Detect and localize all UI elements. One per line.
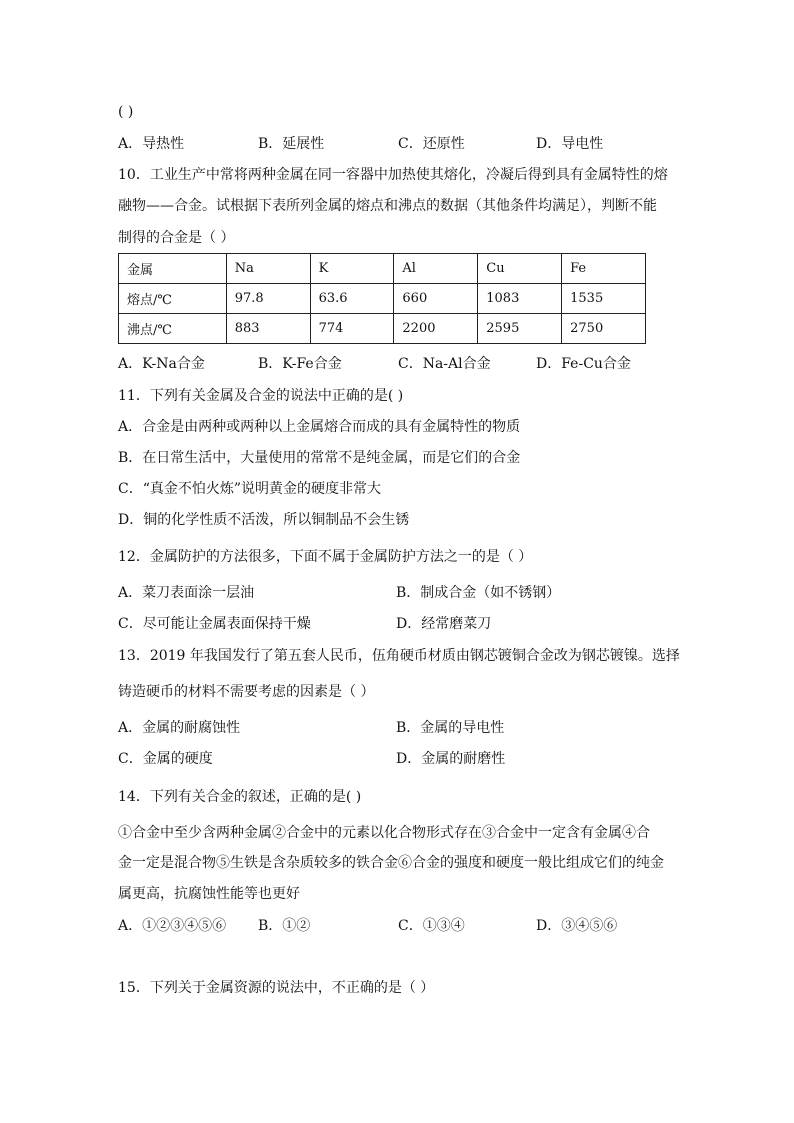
table-cell: 97.8 — [226, 284, 310, 314]
q14-statements-line3: 属更高，抗腐蚀性能等也更好 — [118, 886, 300, 902]
q14-option-a: A．①②③④⑤⑥ — [118, 918, 227, 934]
table-header-cell: Na — [226, 254, 310, 284]
q12-option-d: D．经常磨菜刀 — [396, 616, 492, 632]
q11-option-c: C．“真金不怕火炼”说明黄金的硬度非常大 — [118, 481, 382, 497]
q10-option-b: B．K-Fe合金 — [258, 356, 342, 372]
q13-option-d: D．金属的耐磨性 — [396, 751, 506, 767]
q14-option-d: D．③④⑤⑥ — [536, 918, 618, 934]
table-cell: 1535 — [562, 284, 646, 314]
q14-option-b: B．①② — [258, 918, 311, 934]
q10-option-a: A．K-Na合金 — [118, 356, 205, 372]
q13-option-c: C．金属的硬度 — [118, 751, 213, 767]
table-row — [119, 284, 646, 314]
q14-option-c: C．①③④ — [398, 918, 465, 934]
table-header-row — [119, 254, 646, 284]
q12-option-c: C．尽可能让金属表面保持干燥 — [118, 616, 311, 632]
q12-option-b: B．制成合金（如不锈钢） — [396, 585, 561, 601]
q11-stem: 11．下列有关金属及合金的说法中正确的是( ) — [118, 388, 404, 404]
q10-option-d: D．Fe-Cu合金 — [536, 356, 631, 372]
table-header-cell: 金属 — [119, 254, 227, 284]
table-cell: 熔点/℃ — [119, 284, 227, 314]
q11-option-b: B．在日常生活中，大量使用的常常不是纯金属，而是它们的合金 — [118, 450, 521, 466]
table-cell: 2200 — [394, 314, 478, 344]
q10-option-c: C．Na-Al合金 — [398, 356, 491, 372]
q9-option-d: D．导电性 — [536, 136, 604, 152]
q12-stem: 12．金属防护的方法很多，下面不属于金属防护方法之一的是（ ） — [118, 549, 533, 565]
q13-stem-line1: 13．2019 年我国发行了第五套人民币，伍角硬币材质由钢芯镀铜合金改为钢芯镀镍。选择 — [118, 648, 680, 664]
q14-statements-line2: 金一定是混合物⑤生铁是含杂质较多的铁合金⑥合金的强度和硬度一般比组成它们的纯金 — [118, 855, 664, 871]
table-cell: 2595 — [478, 314, 562, 344]
q11-option-d: D．铜的化学性质不活泼，所以铜制品不会生锈 — [118, 512, 410, 528]
table-header-cell: K — [310, 254, 394, 284]
q11-option-a: A．合金是由两种或两种以上金属熔合而成的具有金属特性的物质 — [118, 419, 521, 435]
metal-data-table — [118, 253, 646, 344]
table-cell: 883 — [226, 314, 310, 344]
q10-stem-line2: 融物——合金。试根据下表所列金属的熔点和沸点的数据（其他条件均满足），判断不能 — [118, 198, 657, 214]
q9-option-a: A．导热性 — [118, 136, 185, 152]
q15-stem: 15．下列关于金属资源的说法中，不正确的是（ ） — [118, 980, 435, 996]
table-cell: 774 — [310, 314, 394, 344]
table-header-cell: Al — [394, 254, 478, 284]
q12-option-a: A．菜刀表面涂一层油 — [118, 585, 255, 601]
table-cell: 沸点/℃ — [119, 314, 227, 344]
q9-stem-tail: ( ) — [118, 104, 134, 120]
q14-statements-line1: ①合金中至少含两种金属②合金中的元素以化合物形式存在③合金中一定含有金属④合 — [118, 825, 650, 841]
q9-option-c: C．还原性 — [398, 136, 465, 152]
q10-stem-line3: 制得的合金是（ ） — [118, 230, 235, 246]
table-header-cell: Fe — [562, 254, 646, 284]
q10-stem-line1: 10．工业生产中常将两种金属在同一容器中加热使其熔化，冷凝后得到具有金属特性的熔 — [118, 167, 668, 183]
table-cell: 1083 — [478, 284, 562, 314]
table-cell: 2750 — [562, 314, 646, 344]
table-cell: 63.6 — [310, 284, 394, 314]
table-header-cell: Cu — [478, 254, 562, 284]
q13-option-a: A．金属的耐腐蚀性 — [118, 720, 241, 736]
q13-option-b: B．金属的导电性 — [396, 720, 505, 736]
table-row — [119, 314, 646, 344]
q13-stem-line2: 铸造硬币的材料不需要考虑的因素是（ ） — [118, 684, 375, 700]
table-cell: 660 — [394, 284, 478, 314]
q14-stem: 14．下列有关合金的叙述，正确的是( ) — [118, 789, 362, 805]
q9-option-b: B．延展性 — [258, 136, 325, 152]
